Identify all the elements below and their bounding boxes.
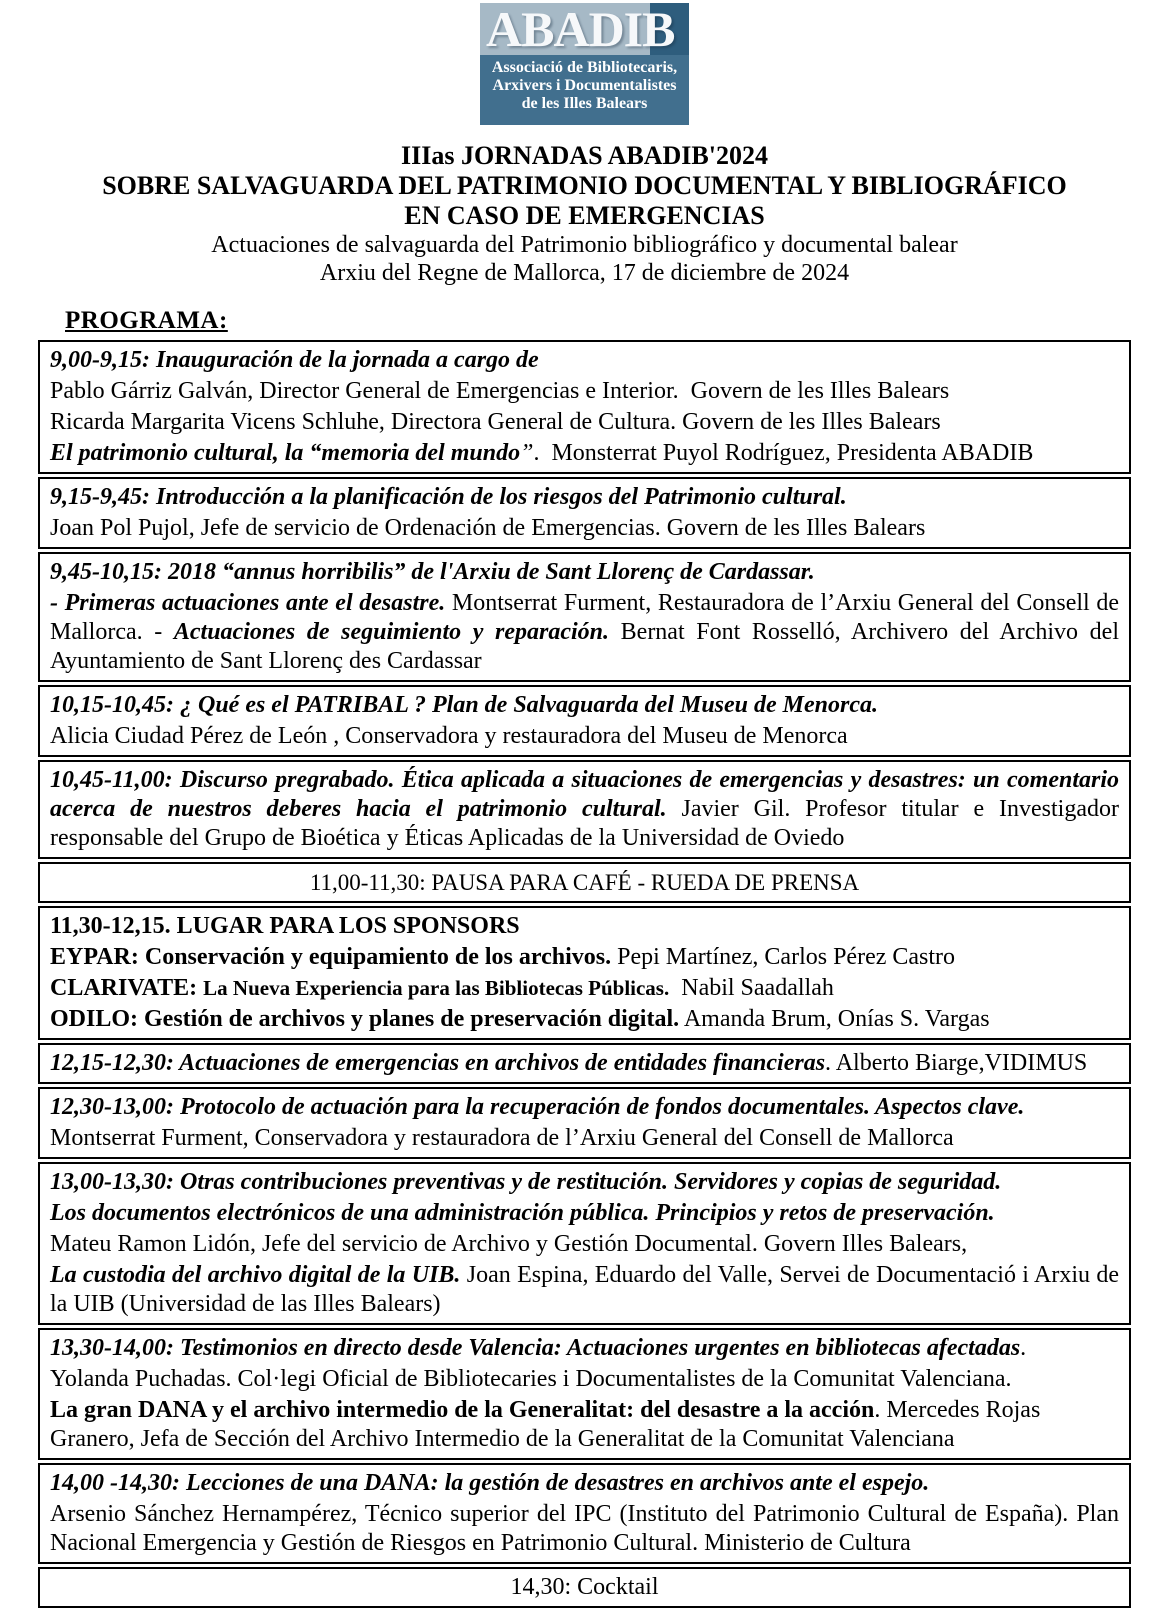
schedule-paragraph (50, 1093, 1119, 1122)
schedule-row (38, 552, 1131, 682)
text-segment: ODILO: Gestión de archivos y planes de preservación digital. (50, 1006, 680, 1032)
schedule-paragraph (50, 722, 1119, 751)
schedule-row (38, 340, 1131, 474)
text-segment: 12,15-12,30: Actuaciones de emergencias en archivos de entidades financieras (50, 1050, 826, 1076)
text-segment: La gran DANA y el archivo intermedio de la Generalitat: del desastre a la acción (50, 1397, 875, 1423)
text-segment: Pablo Gárriz Galván, Director General de Emergencias e Interior. Govern de les Illes Balears (50, 378, 950, 404)
schedule-paragraph (50, 589, 1125, 676)
schedule-row (38, 1043, 1131, 1084)
text-segment: Alicia Ciudad Pérez de León , Conservadora y restauradora del Museu de Menorca (50, 723, 848, 749)
schedule-paragraph (50, 868, 1119, 897)
schedule-paragraph (50, 483, 1119, 512)
text-segment: 11,00-11,30: PAUSA PARA CAFÉ - RUEDA DE PRENSA (309, 870, 860, 895)
text-segment: . (1020, 1335, 1027, 1361)
schedule-paragraph (50, 974, 1119, 1003)
text-segment: Pepi Martínez, Carlos Pérez Castro (611, 944, 956, 970)
schedule-paragraph (50, 558, 1119, 587)
schedule-paragraph (50, 1049, 1119, 1078)
schedule-paragraph (50, 912, 1119, 941)
text-segment: . Monsterrat Puyol Rodríguez, Presidenta ABADIB (533, 440, 1034, 466)
text-segment: Montserrat Furment, Conservadora y restauradora de l’Arxiu General del Consell de Mallorca (50, 1125, 954, 1151)
text-segment: La custodia del archivo digital de la UIB. (50, 1262, 461, 1288)
conference-subtitle-line: Actuaciones de salvaguarda del Patrimonio bibliográfico y documental balear (211, 232, 958, 258)
schedule-paragraph (50, 439, 1119, 468)
logo-subtitle (480, 55, 689, 125)
text-segment: Amanda Brum, Onías S. Vargas (679, 1006, 990, 1032)
schedule-row (38, 1087, 1131, 1159)
schedule-paragraph (50, 1261, 1125, 1319)
text-segment: 10,15-10,45: ¿ Qué es el PATRIBAL ? Plan de Salvaguarda del Museu de Menorca. (50, 692, 878, 718)
text-segment: 13,30-14,00: Testimonios en directo desde Valencia: Actuaciones urgentes en bibliotecas afectadas (50, 1335, 1021, 1361)
logo-header-band (480, 3, 689, 55)
schedule-paragraph (50, 1334, 1119, 1363)
logo-subtitle-line: de les Illes Balears (521, 95, 648, 112)
text-segment: 9,15-9,45: Introducción a la planificación de los riesgos del Patrimonio cultural. (50, 484, 847, 510)
schedule-paragraph (50, 1168, 1119, 1197)
schedule-row (38, 1463, 1131, 1564)
text-segment: . Alberto Biarge,VIDIMUS (825, 1050, 1088, 1076)
logo-subtitle-line: Associació de Bibliotecaris, (491, 59, 678, 76)
schedule-paragraph (50, 514, 1119, 543)
schedule-paragraph (50, 943, 1119, 972)
schedule-row (38, 1567, 1131, 1608)
schedule-paragraph (50, 1365, 1119, 1394)
schedule-row (38, 760, 1131, 859)
conference-title-line: SOBRE SALVAGUARDA DEL PATRIMONIO DOCUMENTAL Y BIBLIOGRÁFICO (102, 171, 1067, 200)
schedule-paragraph (50, 346, 1119, 375)
text-segment: Los documentos electrónicos de una administración pública. Principios y retos de preservación. (50, 1200, 995, 1226)
text-segment: Montserrat Furment, Restauradora de l’Arxiu General del Consell de Mallorca. - (50, 590, 1125, 645)
logo-subtitle-line: Arxivers i Documentalistes (492, 77, 677, 94)
schedule-paragraph (50, 408, 1119, 437)
logo-abbr-text: ABADIB (486, 1, 675, 57)
programa-heading: PROGRAMA: (65, 307, 228, 334)
schedule-paragraph (50, 1469, 1119, 1498)
text-segment: Yolanda Puchadas. Col·legi Oficial de Bibliotecaries i Documentalistes de la Comunitat Valenciana. (50, 1366, 1012, 1392)
text-segment: 9,45-10,15: 2018 “annus horribilis” de l'Arxiu de Sant Llorenç de Cardassar. (50, 559, 815, 585)
text-segment: Nabil Saadallah (669, 975, 834, 1001)
text-segment: ” (520, 440, 534, 466)
conference-title-line: IIIas JORNADAS ABADIB'2024 (401, 141, 768, 170)
text-segment: La Nueva Experiencia para las Bibliotecas Públicas. (203, 976, 670, 1000)
text-segment: . Mercedes Rojas Granero, Jefa de Sección del Archivo Intermedio de la Generalitat de la Comunitat Valenciana (50, 1397, 1047, 1452)
text-segment: El patrimonio cultural, la “memoria del mundo (50, 440, 521, 466)
schedule-paragraph (50, 1500, 1125, 1558)
text-segment: 10,45-11,00: Discurso pregrabado. Ética aplicada a situaciones de emergencias y desastres: un comentario acerca de nuestros deberes hacia el patrimonio cultural. (50, 767, 1125, 822)
text-segment: Joan Pol Pujol, Jefe de servicio de Ordenación de Emergencias. Govern de les Illes Balears (50, 515, 926, 541)
schedule-paragraph (50, 691, 1119, 720)
program-table (38, 340, 1131, 1608)
schedule-row (38, 1328, 1131, 1460)
conference-date-location: Arxiu del Regne de Mallorca, 17 de diciembre de 2024 (319, 260, 850, 286)
text-segment: Javier Gil. Profesor titular e Investigador responsable del Grupo de Bioética y Éticas Aplicadas de la Universidad de Oviedo (50, 796, 1125, 851)
schedule-paragraph (50, 1005, 1119, 1034)
text-segment: Ricarda Margarita Vicens Schluhe, Directora General de Cultura. Govern de les Illes Balears (50, 409, 941, 435)
schedule-paragraph (50, 1199, 1119, 1228)
schedule-row (38, 906, 1131, 1040)
text-segment: 14,30: Cocktail (510, 1574, 659, 1600)
text-segment: 14,00 -14,30: Lecciones de una DANA: la gestión de desastres en archivos ante el espejo. (50, 1470, 930, 1496)
text-segment: Arsenio Sánchez Hernampérez, Técnico superior del IPC (Instituto del Patrimonio Cultural de España). Plan Nacional Emergencia y Gestión de Riesgos en Patrimonio Cultural. Ministerio de Cultura (50, 1501, 1125, 1556)
conference-header (38, 141, 1131, 287)
text-segment: 13,00-13,30: Otras contribuciones preventivas y de restitución. Servidores y copias de seguridad. (50, 1169, 1002, 1195)
schedule-paragraph (50, 1573, 1119, 1602)
schedule-row (38, 862, 1131, 903)
schedule-paragraph (50, 1396, 1119, 1454)
text-segment: 9,00-9,15: Inauguración de la jornada a cargo de (50, 347, 539, 373)
schedule-row (38, 477, 1131, 549)
schedule-paragraph (50, 1124, 1119, 1153)
text-segment: Actuaciones de seguimiento y reparación. (173, 619, 610, 645)
schedule-row (38, 1162, 1131, 1325)
conference-title-line: EN CASO DE EMERGENCIAS (404, 201, 765, 230)
abadib-logo (480, 3, 689, 125)
text-segment: 11,30-12,15. LUGAR PARA LOS SPONSORS (50, 913, 520, 939)
text-segment: Joan Espina, Eduardo del Valle, Servei de Documentació i Arxiu de la UIB (Universidad de las Illes Balears) (50, 1262, 1125, 1317)
text-segment: EYPAR: Conservación y equipamiento de los archivos. (50, 944, 612, 970)
text-segment: Bernat Font Rosselló, Archivero del Archivo del Ayuntamiento de Sant Llorenç des Cardassar (50, 619, 1124, 674)
text-segment: Mateu Ramon Lidón, Jefe del servicio de Archivo y Gestión Documental. Govern Illes Balears, (50, 1231, 968, 1257)
text-segment: - Primeras actuaciones ante el desastre. (50, 590, 446, 616)
text-segment: CLARIVATE: (50, 975, 204, 1001)
schedule-paragraph (50, 766, 1125, 853)
schedule-paragraph (50, 1230, 1119, 1259)
schedule-paragraph (50, 377, 1119, 406)
text-segment: 12,30-13,00: Protocolo de actuación para la recuperación de fondos documentales. Aspectos clave. (50, 1094, 1025, 1120)
schedule-row (38, 685, 1131, 757)
